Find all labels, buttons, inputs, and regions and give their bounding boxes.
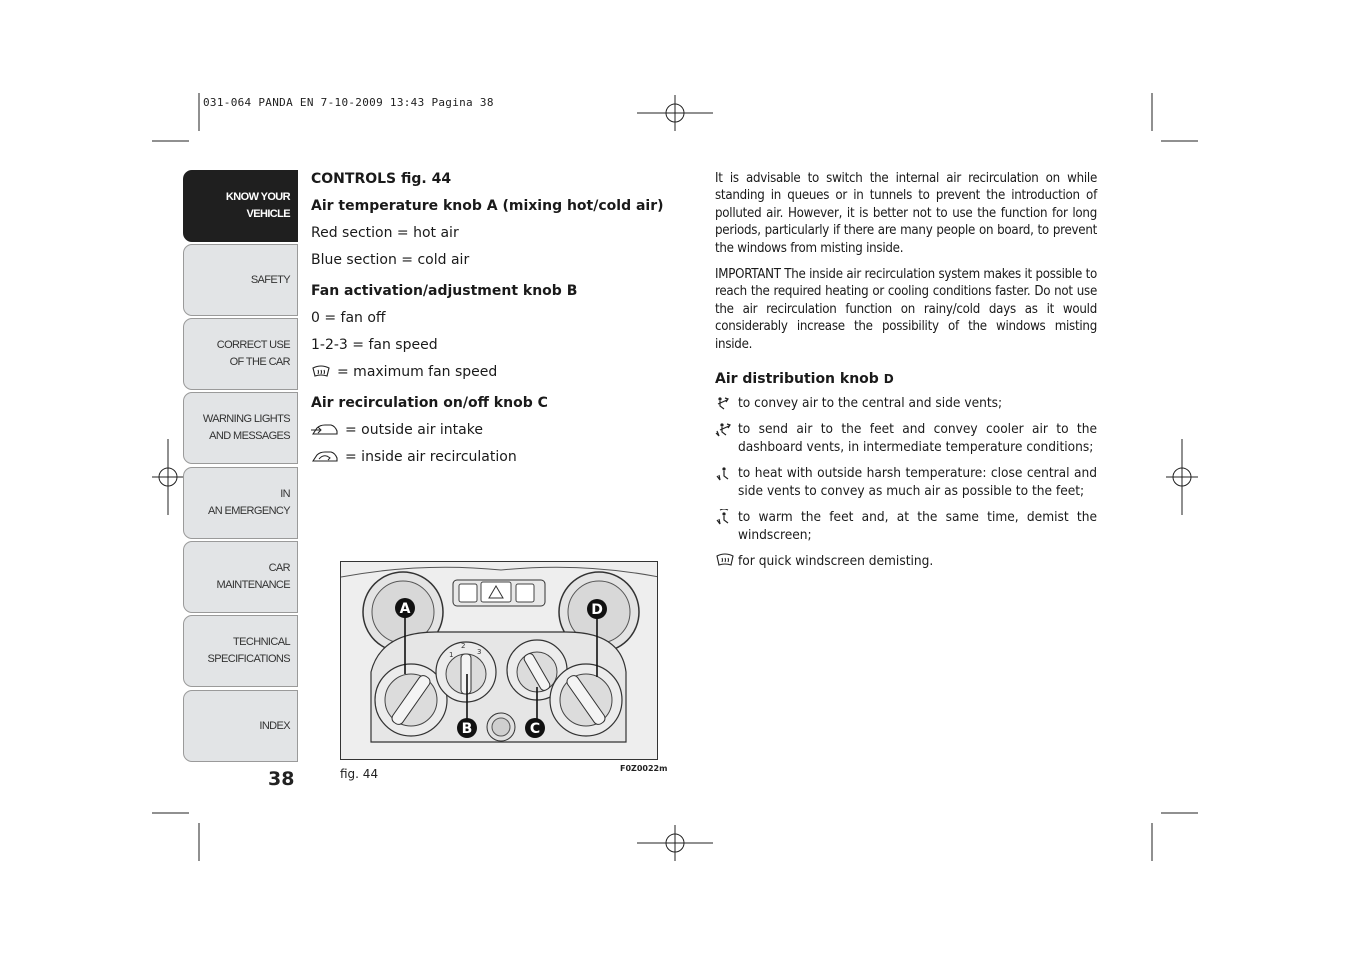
fan-off-text: 0 = fan off bbox=[311, 310, 386, 326]
knob-a-title: Air temperature knob A (mixing hot/cold air) bbox=[311, 198, 664, 214]
tab-safety[interactable]: SAFETY bbox=[183, 244, 298, 316]
knob-b-title: Fan activation/adjustment knob B bbox=[311, 283, 578, 299]
label-c: C bbox=[529, 721, 541, 737]
distribution-item: to warm the feet and, at the same time, demist the windscreen; bbox=[715, 509, 1097, 544]
controls-section bbox=[311, 166, 691, 471]
vents-mode-icon bbox=[715, 395, 738, 411]
outside-intake-line bbox=[311, 417, 691, 444]
fan-max-text: = maximum fan speed bbox=[337, 364, 498, 380]
label-d: D bbox=[591, 602, 603, 618]
label-a: A bbox=[399, 601, 411, 617]
fan-speed-text: 1-2-3 = fan speed bbox=[311, 337, 438, 353]
svg-text:3: 3 bbox=[477, 648, 482, 656]
tab-know-your-vehicle[interactable]: KNOW YOUR VEHICLE bbox=[183, 170, 298, 242]
red-section-text: Red section = hot air bbox=[311, 225, 459, 241]
controls-title: CONTROLS fig. 44 bbox=[311, 171, 452, 187]
air-distribution-title: Air distribution knob D bbox=[715, 371, 894, 388]
feet-mode-icon bbox=[715, 465, 738, 481]
tab-maintenance[interactable]: CAR MAINTENANCE bbox=[183, 541, 298, 613]
tab-emergency[interactable]: IN AN EMERGENCY bbox=[183, 467, 298, 539]
blue-section-text: Blue section = cold air bbox=[311, 252, 470, 268]
print-slug: 031-064 PANDA EN 7-10-2009 13:43 Pagina 38 bbox=[203, 96, 494, 109]
knob-key: D bbox=[883, 372, 894, 387]
figure-code: F0Z0022m bbox=[620, 764, 668, 773]
tab-warning-lights[interactable]: WARNING LIGHTS AND MESSAGES bbox=[183, 392, 298, 464]
outside-air-icon bbox=[311, 423, 339, 437]
max-fan-defrost-icon bbox=[311, 365, 331, 379]
outside-intake-text: = outside air intake bbox=[345, 422, 483, 438]
inside-recirc-text: = inside air recirculation bbox=[345, 449, 517, 465]
label-b: B bbox=[461, 721, 473, 737]
distribution-item: to convey air to the central and side vents; bbox=[715, 395, 1097, 412]
figure-caption: fig. 44 bbox=[340, 767, 379, 781]
tab-correct-use[interactable]: CORRECT USE OF THE CAR bbox=[183, 318, 298, 390]
tab-index[interactable]: INDEX bbox=[183, 690, 298, 762]
feet-demist-mode-icon bbox=[715, 509, 738, 525]
distribution-item: for quick windscreen demisting. bbox=[715, 553, 1097, 570]
page-number: 38 bbox=[268, 768, 295, 790]
distribution-item: to heat with outside harsh temperature: close central and side vents to convey as much air as possible to the feet; bbox=[715, 465, 1097, 500]
controls-figure bbox=[340, 561, 658, 760]
vents-feet-mode-icon bbox=[715, 421, 738, 437]
recirculation-section bbox=[715, 170, 1097, 579]
svg-text:1: 1 bbox=[449, 651, 454, 659]
knob-c-title: Air recirculation on/off knob C bbox=[311, 395, 548, 411]
recirculation-icon bbox=[311, 450, 339, 464]
inside-recirc-line bbox=[311, 444, 691, 471]
tab-technical-specifications[interactable]: TECHNICAL SPECIFICATIONS bbox=[183, 615, 298, 687]
svg-text:2: 2 bbox=[461, 642, 466, 650]
fan-max-line bbox=[311, 359, 691, 386]
important-note: IMPORTANT The inside air recirculation system makes it possible to reach the required heating or cooling conditions faster. Do not use the air recirculation function on rainy/cold days as it would considerably increase the possibility of the windows misting inside. bbox=[715, 267, 1097, 352]
recirculation-advice: It is advisable to switch the internal air recirculation on while standing in queues or in tunnels to prevent the introduction of polluted air. However, it is better not to use the function for long periods, particularly if there are many people on board, to prevent the windows from misting inside. bbox=[715, 171, 1097, 256]
heater-controls-illustration bbox=[341, 562, 658, 760]
windscreen-demist-icon bbox=[715, 553, 738, 569]
distribution-item: to send air to the feet and convey cooler air to the dashboard vents, in intermediate temperature conditions; bbox=[715, 421, 1097, 456]
